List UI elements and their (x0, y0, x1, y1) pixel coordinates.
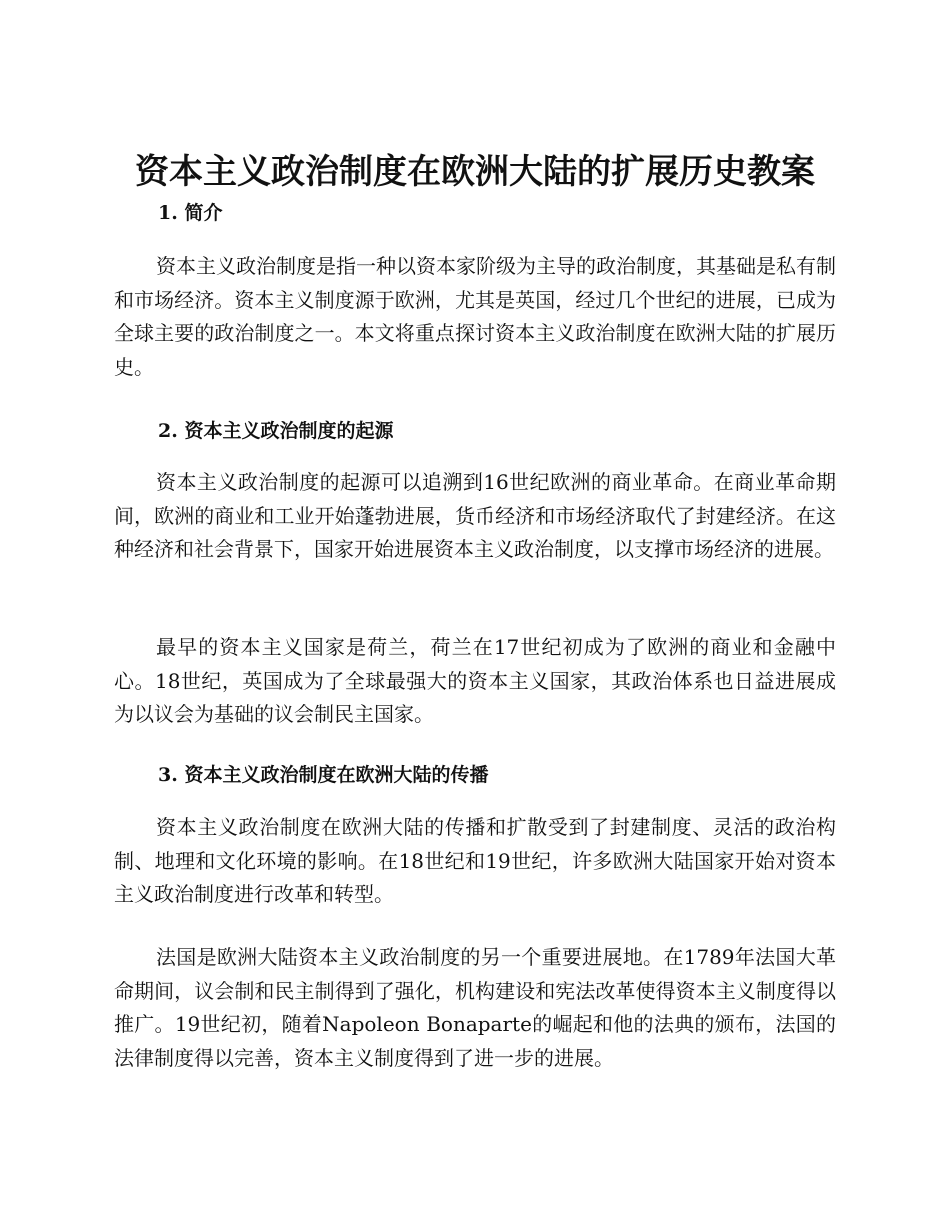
paragraph-intro: 资本主义政治制度是指一种以资本家阶级为主导的政治制度，其基础是私有制和市场经济。资本主义制度源于欧洲，尤其是英国，经过几个世纪的进展，已成为全球主要的政治制度之一。本文将重点探讨资本主义政治制度在欧洲大陆的扩展历史。 (114, 254, 836, 379)
paragraph-spread-1: 资本主义政治制度在欧洲大陆的传播和扩散受到了封建制度、灵活的政治构制、地理和文化环境的影响。在18世纪和19世纪，许多欧洲大陆国家开始对资本主义政治制度进行改革和转型。 (114, 815, 836, 906)
paragraph-origin-2: 最早的资本主义国家是荷兰，荷兰在17世纪初成为了欧洲的商业和金融中心。18世纪，英国成为了全球最强大的资本主义国家，其政治体系也日益进展成为以议会为基础的议会制民主国家。 (114, 635, 836, 726)
paragraph-origin-1: 资本主义政治制度的起源可以追溯到16世纪欧洲的商业革命。在商业革命期间，欧洲的商业和工业开始蓬勃进展，货币经济和市场经济取代了封建经济。在这种经济和社会背景下，国家开始进展资本主义政治制度，以支撑市场经济的进展。 (114, 470, 836, 561)
document-title: 资本主义政治制度在欧洲大陆的扩展历史教案 (135, 152, 815, 192)
section-heading-intro: 1. 简介 (158, 202, 223, 224)
section-heading-spread: 3. 资本主义政治制度在欧洲大陆的传播 (158, 764, 489, 786)
paragraph-spread-2: 法国是欧洲大陆资本主义政治制度的另一个重要进展地。在1789年法国大革命期间，议会制和民主制得到了强化，机构建设和宪法改革使得资本主义制度得以推广。19世纪初，随着Napoleon Bonaparte的崛起和他的法典的颁布，法国的法律制度得以完善，资本主义制度得到了进一步的进展。 (114, 945, 836, 1070)
section-heading-origin: 2. 资本主义政治制度的起源 (158, 420, 394, 442)
